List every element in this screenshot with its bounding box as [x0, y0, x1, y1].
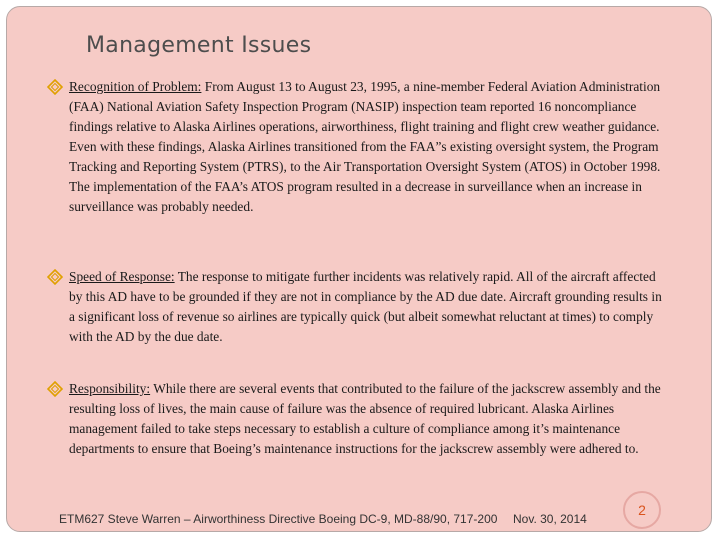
- bullet-lead: Recognition of Problem:: [69, 79, 202, 94]
- diamond-bullet-icon: [47, 269, 63, 285]
- bullet-text: [69, 267, 665, 347]
- bullet-responsibility: [47, 379, 665, 459]
- bullet-body: While there are several events that contributed to the failure of the jackscrew assembly and the resulting loss of lives, the main cause of failure was the absence of required lubricant. Alaska Airlines management failed to take steps necessary to establish a culture of compliance among it’s maintenance departments to ensure that Boeing’s maintenance instructions for the jackscrew assembly were adhered to.: [69, 381, 661, 456]
- bullet-speed-of-response: [47, 267, 665, 347]
- bullet-recognition-of-problem: [47, 77, 665, 217]
- footer-course-info: ETM627 Steve Warren – Airworthiness Directive Boeing DC-9, MD-88/90, 717-200: [59, 512, 498, 526]
- bullet-lead: Responsibility:: [69, 381, 151, 396]
- page-number-badge: 2: [623, 491, 661, 529]
- bullet-lead: Speed of Response:: [69, 269, 175, 284]
- footer-date: Nov. 30, 2014: [513, 512, 587, 526]
- diamond-bullet-icon: [47, 381, 63, 397]
- bullet-body: From August 13 to August 23, 1995, a nine-member Federal Aviation Administration (FAA) National Aviation Safety Inspection Program (NASIP) inspection team reported 16 noncompliance findings relative to Alaska Airlines operations, airworthiness, flight training and flight crew weather guidance. Even with these findings, Alaska Airlines transitioned from the FAA”s existing oversight system, the Program Tracking and Reporting System (PTRS), to the Air Transportation Oversight System (ATOS) in October 1998. The implementation of the FAA’s ATOS program resulted in a decrease in surveillance when an increase in surveillance was probably needed.: [69, 79, 661, 214]
- slide: [6, 6, 712, 532]
- bullet-body: The response to mitigate further incidents was relatively rapid. All of the aircraft affected by this AD have to be grounded if they are not in compliance by the AD due date. Aircraft grounding results in a significant loss of revenue so airlines are typically quick (but albeit somewhat reluctant at times) to comply with the AD by the due date.: [69, 269, 662, 344]
- bullet-text: [69, 77, 665, 217]
- diamond-bullet-icon: [47, 79, 63, 95]
- bullet-text: [69, 379, 665, 459]
- slide-title: Management Issues: [86, 33, 312, 58]
